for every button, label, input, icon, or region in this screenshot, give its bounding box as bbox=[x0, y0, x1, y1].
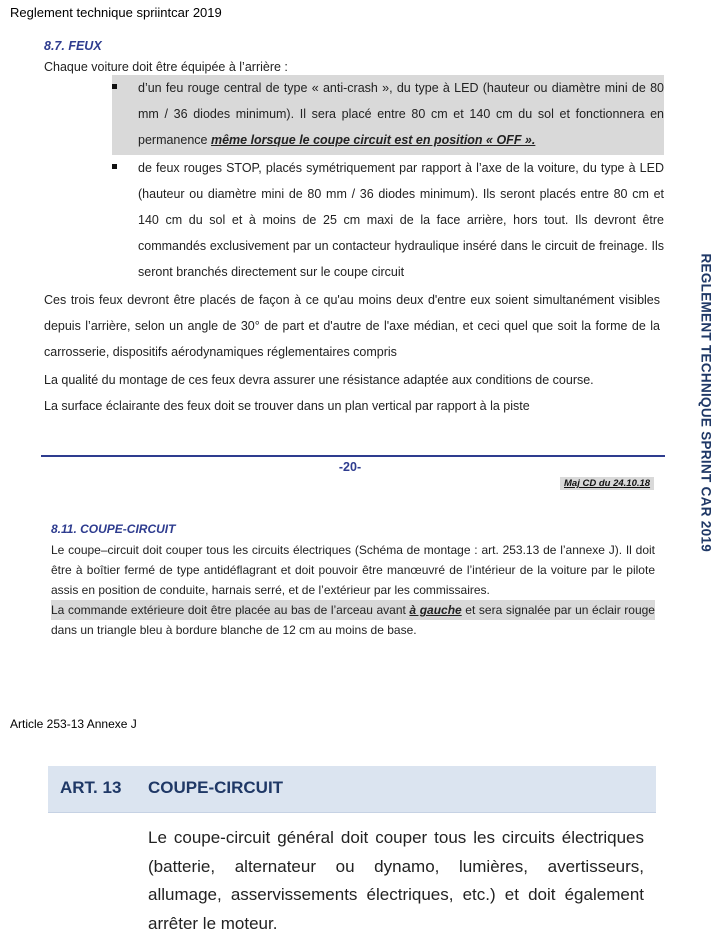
coupe-para2-start: La commande extérieure doit être placée au bas de l’arceau avant bbox=[51, 603, 410, 617]
article-header-bar bbox=[48, 766, 656, 813]
coupe-paragraph-2 bbox=[51, 600, 655, 640]
footer-rule bbox=[41, 455, 665, 457]
feux-paragraph-2: La qualité du montage de ces feux devra assurer une résistance adaptée aux conditions de course. bbox=[44, 373, 594, 387]
bullet-text bbox=[138, 75, 664, 153]
article-body: Le coupe-circuit général doit couper tous les circuits électriques (batterie, alternateur ou dynamo, lumières, avertisseurs, allumage, asservissements électriques, etc.) et doit également arrêter le moteur. bbox=[148, 828, 644, 933]
coupe-paragraph-1: Le coupe–circuit doit couper tous les circuits électriques (Schéma de montage : art. 253.13 de l’annexe J). Il doit être à boîtier fermé de type antidéflagrant et doit pouvoir être manœuvré de l’intérieur de la voiture par le pilote assis en position de conduite, harnais serré, et de l’extérieur par les commissaires. bbox=[51, 543, 655, 597]
document-header-title: Reglement technique spriintcar 2019 bbox=[10, 5, 222, 20]
bullet-marker bbox=[112, 164, 117, 169]
feux-intro: Chaque voiture doit être équipée à l’arrière : bbox=[44, 60, 288, 74]
update-note: Maj CD du 24.10.18 bbox=[560, 477, 654, 490]
bullet1-text: d’un feu rouge central de type « anti-crash », du type à LED (hauteur ou diamètre mini de 80 mm / 36 diodes minimum). Il sera placé entre 80 cm et 140 cm du sol et fonctionnera en permanence bbox=[138, 81, 664, 147]
feux-paragraph-3: La surface éclairante des feux doit se trouver dans un plan vertical par rapport à la piste bbox=[44, 399, 530, 413]
article-reference-label: Article 253-13 Annexe J bbox=[10, 717, 137, 731]
bullet1-emphasis: même lorsque le coupe circuit est en position « OFF ». bbox=[210, 133, 536, 147]
bullet-item-stop bbox=[112, 155, 664, 285]
bullet2-text: de feux rouges STOP, placés symétriquement par rapport à l’axe de la voiture, du type à LED (hauteur ou diamètre mini de 80 mm / 36 diodes minimum). Ils seront placés entre 80 cm et 140 cm du sol et à moins de 25 cm maxi de la face arrière, hors tout. Ils devront être commandés exclusivement par un contacteur hydraulique inséré dans le circuit de freinage. Ils seront branchés directement sur le coupe circuit bbox=[138, 161, 664, 279]
coupe-para2-emphasis: à gauche bbox=[409, 603, 462, 617]
bullet-marker bbox=[112, 84, 117, 89]
article-number: ART. 13 bbox=[60, 778, 122, 797]
coupe-para2-end: et sera signalée par un éclair rouge dans un triangle bleu à bordure blanche de 12 cm au moins de base. bbox=[51, 603, 655, 637]
section-heading-feux: 8.7. FEUX bbox=[44, 39, 102, 53]
section-heading-coupe-circuit: 8.11. COUPE-CIRCUIT bbox=[51, 522, 176, 536]
bullet-item-anticrash bbox=[112, 75, 664, 155]
page-number: -20- bbox=[338, 460, 362, 474]
side-vertical-title: REGLEMENT TECHNIQUE SPRINT CAR 2019 bbox=[698, 253, 714, 553]
article-title: COUPE-CIRCUIT bbox=[148, 778, 284, 797]
feux-paragraph-1: Ces trois feux devront être placés de façon à ce qu'au moins deux d'entre eux soient simultanément visibles depuis l’arrière, selon un angle de 30° de part et d'autre de l'axe médian, et ceci quel que soit la forme de la carrosserie, dispositifs aérodynamiques réglementaires compris bbox=[44, 293, 660, 359]
